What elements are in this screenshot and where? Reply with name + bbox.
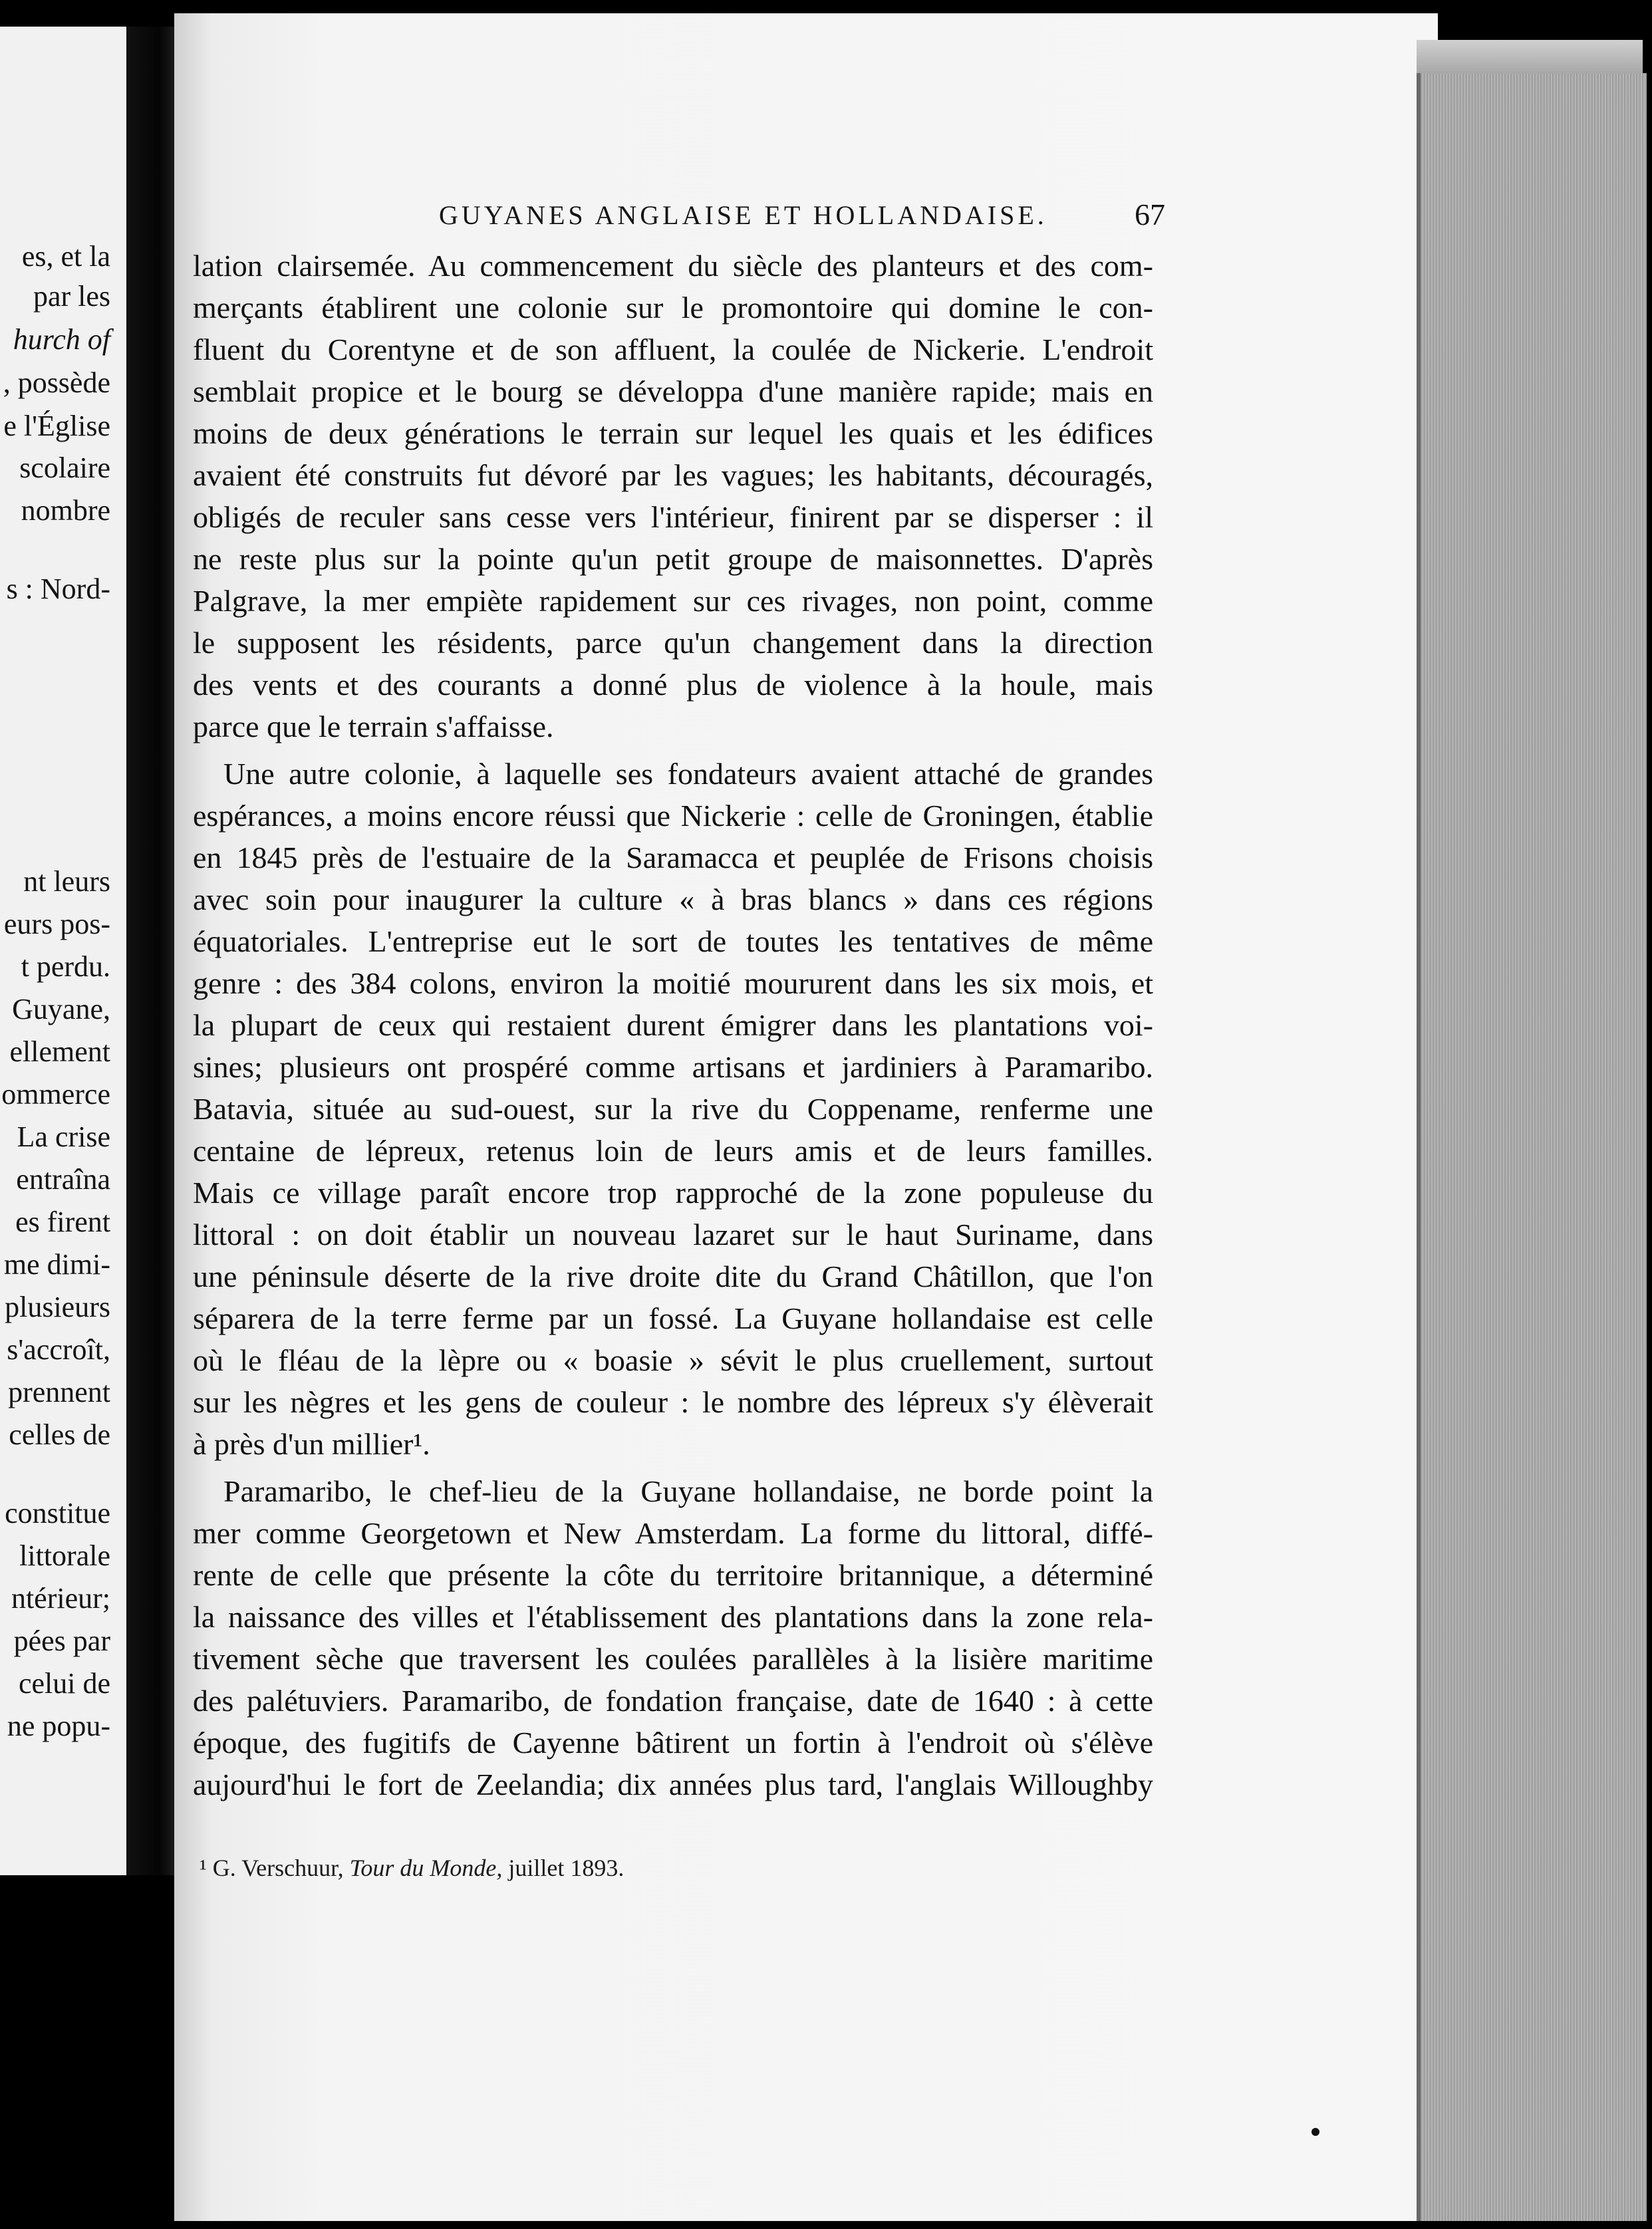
text-line: Palgrave, la mer empiète rapidement sur ces rivages, non point, comme [193,584,1153,618]
left-page-fragment: ellement [9,1035,110,1068]
left-page-fragment: e l'Église [3,410,110,442]
left-page-fragment: plusieurs [5,1291,110,1323]
left-page-fragment: celui de [18,1667,110,1700]
left-page-fragment: Guyane, [12,993,110,1025]
left-page-fragment: prennent [8,1376,110,1408]
text-line: ne reste plus sur la pointe qu'un petit groupe de maisonnettes. D'après [193,542,1153,576]
footnote [200,1854,624,1882]
left-page-fragment: me dimi- [3,1248,110,1281]
left-page-fragment: littorale [19,1539,110,1572]
text-line: la plupart de ceux qui restaient durent émigrer dans les plantations voi- [193,1008,1153,1042]
left-page-fragment: s : Nord- [6,573,110,605]
text-line: le supposent les résidents, parce qu'un changement dans la direction [193,626,1153,660]
left-page-fragment: nombre [21,494,110,527]
text-line: lation clairsemée. Au commencement du siècle des planteurs et des com- [193,249,1153,283]
text-line: Paramaribo, le chef-lieu de la Guyane hollandaise, ne borde point la [223,1474,1153,1508]
paragraph-gap [193,747,1153,753]
text-line: tivement sèche que traversent les coulées parallèles à la lisière maritime [193,1642,1153,1676]
left-page-fragment: ne popu- [7,1710,110,1742]
left-page-fragment: La crise [17,1120,110,1153]
left-page-fragment: , possède [3,366,110,399]
text-line: rente de celle que présente la côte du territoire britannique, a déterminé [193,1558,1153,1592]
text-line: genre : des 384 colons, environ la moitié moururent dans les six mois, et [193,966,1153,1000]
text-line: parce que le terrain s'affaisse. [193,710,554,743]
text-line: fluent du Corentyne et de son affluent, la coulée de Nickerie. L'endroit [193,332,1153,366]
text-line: moins de deux générations le terrain sur lequel les quais et les édifices [193,416,1153,450]
text-line: sines; plusieurs ont prospéré comme artisans et jardiniers à Paramaribo. [193,1050,1153,1084]
left-page-fragment: ntérieur; [11,1582,110,1615]
left-page-fragment: ommerce [1,1078,110,1111]
page-number: 67 [1135,197,1165,231]
text-line: centaine de lépreux, retenus loin de leurs amis et de leurs familles. [193,1134,1153,1168]
text-line: semblait propice et le bourg se développa d'une manière rapide; mais en [193,374,1153,408]
text-line: époque, des fugitifs de Cayenne bâtirent un fortin à l'endroit où s'élève [193,1726,1153,1760]
page-edges [1417,73,1647,2221]
left-page-fragment: constitue [5,1497,110,1529]
left-page-fragment: t perdu. [21,950,110,983]
text-line: mer comme Georgetown et New Amsterdam. La forme du littoral, diffé- [193,1516,1153,1550]
text-line: obligés de reculer sans cesse vers l'intérieur, finirent par se disperser : il [193,500,1153,534]
left-page-fragment: nt leurs [23,865,110,898]
body-text [193,245,1153,1805]
left-page-fragment: entraîna [16,1163,110,1196]
paragraph-gap [193,1465,1153,1470]
text-line: une péninsule déserte de la rive droite dite du Grand Châtillon, que l'on [193,1259,1153,1293]
left-page-fragment: es firent [15,1206,110,1238]
left-page-fragment: hurch of [13,323,110,356]
text-line: sur les nègres et les gens de couleur : le nombre des lépreux s'y élèverait [193,1385,1153,1419]
left-facing-page [0,27,133,1875]
text-line: littoral : on doit établir un nouveau lazaret sur le haut Suriname, dans [193,1218,1153,1251]
left-page-fragment: es, et la [21,240,110,273]
text-line: où le fléau de la lèpre ou « boasie » sévit le plus cruellement, surtout [193,1343,1153,1377]
text-line: des palétuviers. Paramaribo, de fondation française, date de 1640 : à cette [193,1684,1153,1718]
left-page-fragment: eurs pos- [3,908,110,940]
left-page-fragment: scolaire [19,452,110,484]
text-line: Batavia, située au sud-ouest, sur la rive du Coppename, renferme une [193,1092,1153,1126]
text-line: merçants établirent une colonie sur le promontoire qui domine le con- [193,291,1153,325]
text-line: équatoriales. L'entreprise eut le sort de toutes les tentatives de même [193,924,1153,958]
footnote-author: G. Verschuur, [212,1855,344,1881]
left-page-fragment: s'accroît, [7,1333,110,1366]
text-line: des vents et des courants a donné plus de violence à la houle, mais [193,668,1153,702]
text-line: aujourd'hui le fort de Zeelandia; dix années plus tard, l'anglais Willoughby [193,1768,1153,1801]
text-line: espérances, a moins encore réussi que Nickerie : celle de Groningen, établie [193,799,1153,833]
left-page-fragment: pées par [13,1625,110,1657]
left-page-fragment: par les [33,280,110,313]
text-line: avec soin pour inaugurer la culture « à bras blancs » dans ces régions [193,882,1153,916]
left-page-fragment: celles de [9,1418,110,1451]
text-line: avaient été construits fut dévoré par les vagues; les habitants, découragés, [193,458,1153,492]
text-line: Une autre colonie, à laquelle ses fondateurs avaient attaché de grandes [223,757,1153,791]
footnote-title: Tour du Monde, [349,1855,503,1881]
footnote-date: juillet 1893. [508,1855,624,1881]
ink-speck [1311,2128,1319,2136]
text-line: à près d'un millier¹. [193,1427,430,1461]
running-header: GUYANES ANGLAISE ET HOLLANDAISE. [439,200,1047,230]
text-line: la naissance des villes et l'établissement des plantations dans la zone rela- [193,1600,1153,1634]
footnote-marker: ¹ [200,1855,207,1881]
text-line: en 1845 près de l'estuaire de la Saramacca et peuplée de Frisons choisis [193,841,1153,874]
text-line: Mais ce village paraît encore trop rapproché de la zone populeuse du [193,1176,1153,1210]
text-line: séparera de la terre ferme par un fossé. La Guyane hollandaise est celle [193,1301,1153,1335]
